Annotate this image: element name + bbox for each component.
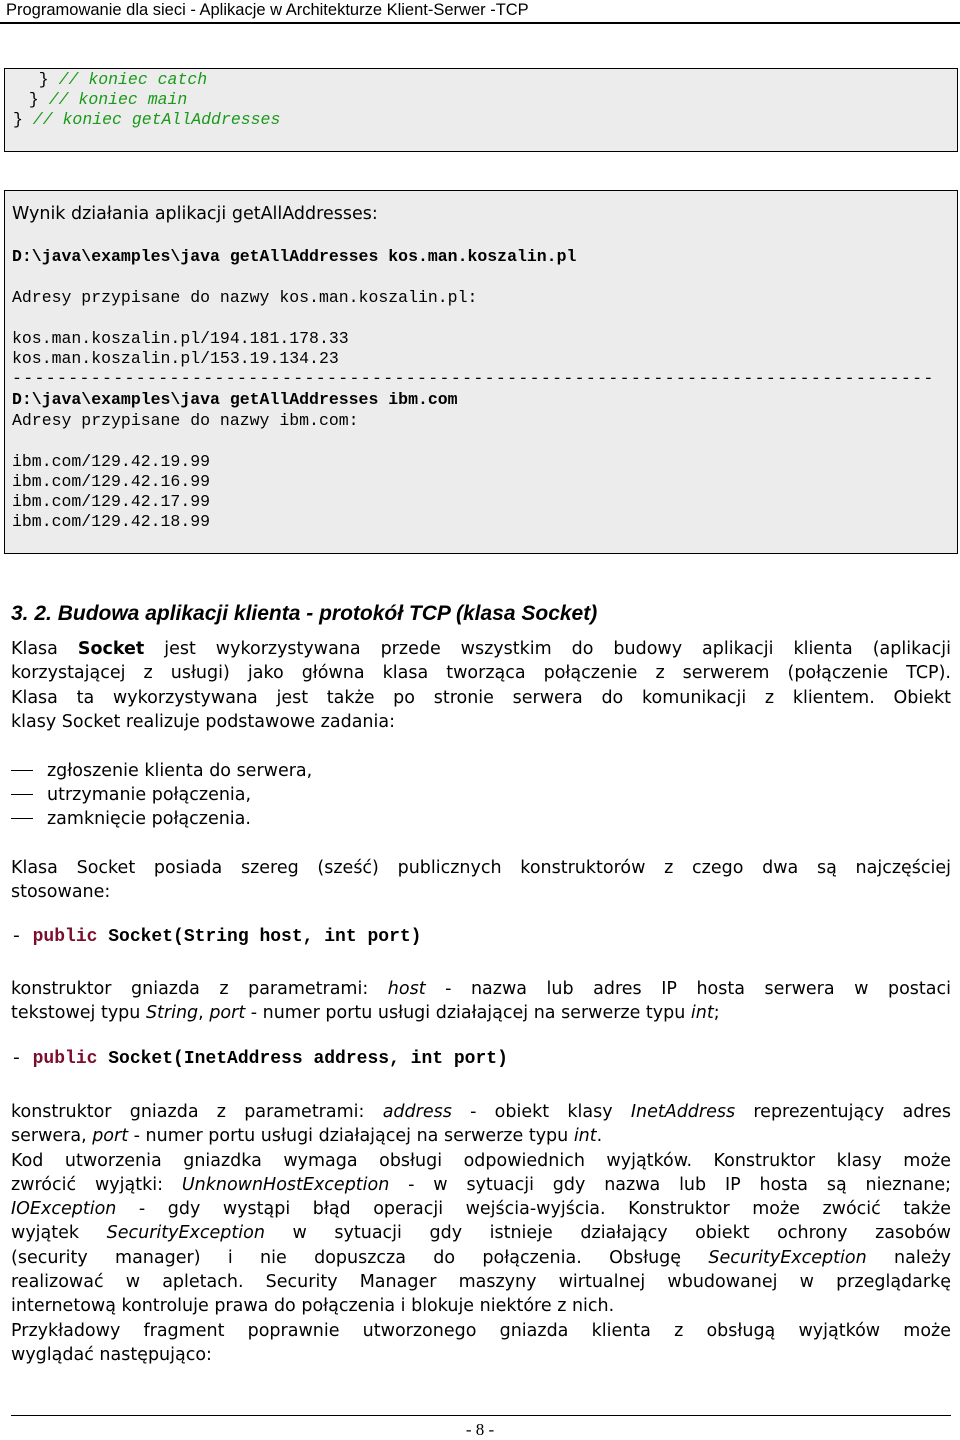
text-run-italic: InetAddress [630,1102,736,1122]
code-line-1 [19,70,207,91]
text-run: . [596,1126,603,1147]
paragraph-socket-intro [11,637,951,734]
code-line-3 [13,110,280,131]
result-line: ibm.com/129.42.18.99 [12,512,211,531]
text-run: reprezentujący adres [735,1102,951,1122]
text-run-italic: port [92,1126,129,1147]
code-comment: // koniec catch [48,70,208,89]
keyword-public: public [32,1049,98,1069]
command-line-1: D:\java\examples\java getAllAddresses kos.man.koszalin.pl [12,247,577,266]
paragraph-line [11,1246,951,1270]
footer-rule [11,1415,951,1416]
result-line: ibm.com/129.42.19.99 [12,452,211,471]
paragraph-ctor1-desc [11,977,951,1026]
code-comment: // koniec getAllAddresses [22,110,281,129]
dash-bullet-icon [11,770,33,771]
address-label-2: Adresy przypisane do nazwy ibm.com: [12,411,359,430]
paragraph-line: Przykładowy fragment poprawnie utworzonego gniazda klienta z obsługą wyjątków może [11,1320,951,1341]
dash-bullet-icon [11,818,33,819]
code-line-2 [19,90,187,111]
text-run-italic: int [573,1126,597,1147]
paragraph-line: wyglądać następująco: [11,1344,212,1365]
text-run: , [198,1003,210,1024]
page-header-title: Programowanie dla sieci - Aplikacje w Architekturze Klient-Serwer -TCP [6,1,529,19]
text-run-italic: int [690,1003,714,1024]
paragraph-constructors [11,856,951,905]
paragraph-line: stosowane: [11,882,111,903]
signature-text: Socket(String host, int port) [97,927,422,947]
command-line-2: D:\java\examples\java getAllAddresses ibm.com [12,390,458,409]
paragraph-line: internetową kontroluje prawa do połączenia i blokuje niektóre z nich. [11,1296,615,1317]
text-run-italic: IOException [11,1199,117,1220]
text-run: - obiekt klasy [451,1102,631,1122]
text-run: jest wykorzystywana przede wszystkim do budowy aplikacji klienta (aplikacji [144,639,951,659]
address-label-1: Adresy przypisane do nazwy kos.man.koszalin.pl: [12,288,478,307]
paragraph-line: Kod utworzenia gniazdka wymaga obsługi odpowiednich wyjątków. Konstruktor klasy może [11,1150,951,1171]
text-run-italic: String [145,1003,199,1024]
dash-text: - [11,1049,33,1069]
section-heading: 3. 2. Budowa aplikacji klienta - protokół TCP (klasa Socket) [11,602,598,625]
constructor-signature-1 [11,927,421,947]
text-run-bold: Socket [77,639,145,659]
text-run-italic: port [209,1003,246,1024]
constructor-signature-2 [11,1049,508,1069]
result-line: ibm.com/129.42.17.99 [12,492,211,511]
keyword-public: public [32,927,98,947]
list-item-text: zgłoszenie klienta do serwera, [47,761,313,781]
output-box [4,190,958,554]
paragraph-line [11,1124,951,1148]
text-run: tekstowej typu [11,1003,146,1024]
dash-text: - [11,927,33,947]
text-run-italic: SecurityException [106,1223,265,1244]
result-line: kos.man.koszalin.pl/153.19.134.23 [12,349,339,368]
text-run: zwrócić wyjątki: [11,1174,182,1195]
paragraph-line [11,637,951,661]
dash-bullet-icon [11,794,33,795]
paragraph-line: Klasa Socket posiada szereg (sześć) publicznych konstruktorów z czego dwa są najczęściej [11,858,951,878]
text-run-italic: host [387,979,426,999]
text-run: Klasa [11,639,78,659]
text-run: w sytuacji gdy istnieje działający obiekt ochrony zasobów [264,1223,951,1244]
code-brace: } [19,70,49,89]
output-intro: Wynik działania aplikacji getAllAddresses: [12,204,378,224]
result-line: ibm.com/129.42.16.99 [12,472,211,491]
code-comment: // koniec main [38,90,188,109]
code-box-closing-braces [4,68,958,152]
text-run: (security manager) i nie dopuszcza do połączenia. Obsługę [11,1247,709,1268]
header-rule [0,22,960,24]
paragraph-line: realizować w apletach. Security Manager maszyny wirtualnej wbudowanej w przeglądarkę [11,1272,951,1293]
code-brace: } [19,90,39,109]
paragraph-line [11,977,951,1001]
list-item [11,783,251,807]
text-run: konstruktor gniazda z parametrami: [11,1102,383,1122]
text-run-italic: address [382,1102,452,1122]
page-number: - 8 - [465,1420,495,1439]
paragraph-ctor2-desc [11,1100,951,1367]
list-item-text: zamknięcie połączenia. [47,809,251,829]
text-run: - numer portu usługi działającej na serwerze typu [128,1126,574,1147]
text-run: - w sytuacji gdy nazwa lub IP hosta są nieznane; [389,1174,951,1195]
paragraph-line [11,1100,951,1124]
text-run: serwera, [11,1126,93,1147]
text-run: konstruktor gniazda z parametrami: [11,979,388,999]
list-item-text: utrzymanie połączenia, [47,785,252,805]
paragraph-line: klasy Socket realizuje podstawowe zadania: [11,711,395,732]
separator-line: ---------------------------------------------------------------------------------- [12,369,935,388]
paragraph-line: korzystającej z usługi) jako główna klasa tworząca połączenie z serwerem (połączenie TCP). [11,663,951,684]
text-run: - nazwa lub adres IP hosta serwera w postaci [425,979,951,999]
paragraph-line [11,1001,951,1025]
text-run: ; [713,1003,720,1024]
signature-text: Socket(InetAddress address, int port) [97,1049,508,1069]
paragraph-line [11,1221,951,1245]
text-run: - numer portu usługi działającej na serwerze typu [245,1003,691,1024]
paragraph-line [11,1173,951,1197]
list-item [11,759,312,783]
result-line: kos.man.koszalin.pl/194.181.178.33 [12,329,349,348]
text-run: - gdy wystąpi błąd operacji wejścia-wyjścia. Konstruktor może zwócić także [116,1199,951,1220]
text-run: należy [866,1247,951,1268]
paragraph-line [11,1197,951,1221]
paragraph-line: Klasa ta wykorzystywana jest także po stronie serwera do komunikacji z klientem. Obiekt [11,687,951,708]
text-run-italic: UnknownHostException [181,1174,390,1195]
text-run: wyjątek [11,1223,107,1244]
code-brace: } [13,110,23,129]
text-run-italic: SecurityException [708,1247,867,1268]
list-item [11,807,251,831]
